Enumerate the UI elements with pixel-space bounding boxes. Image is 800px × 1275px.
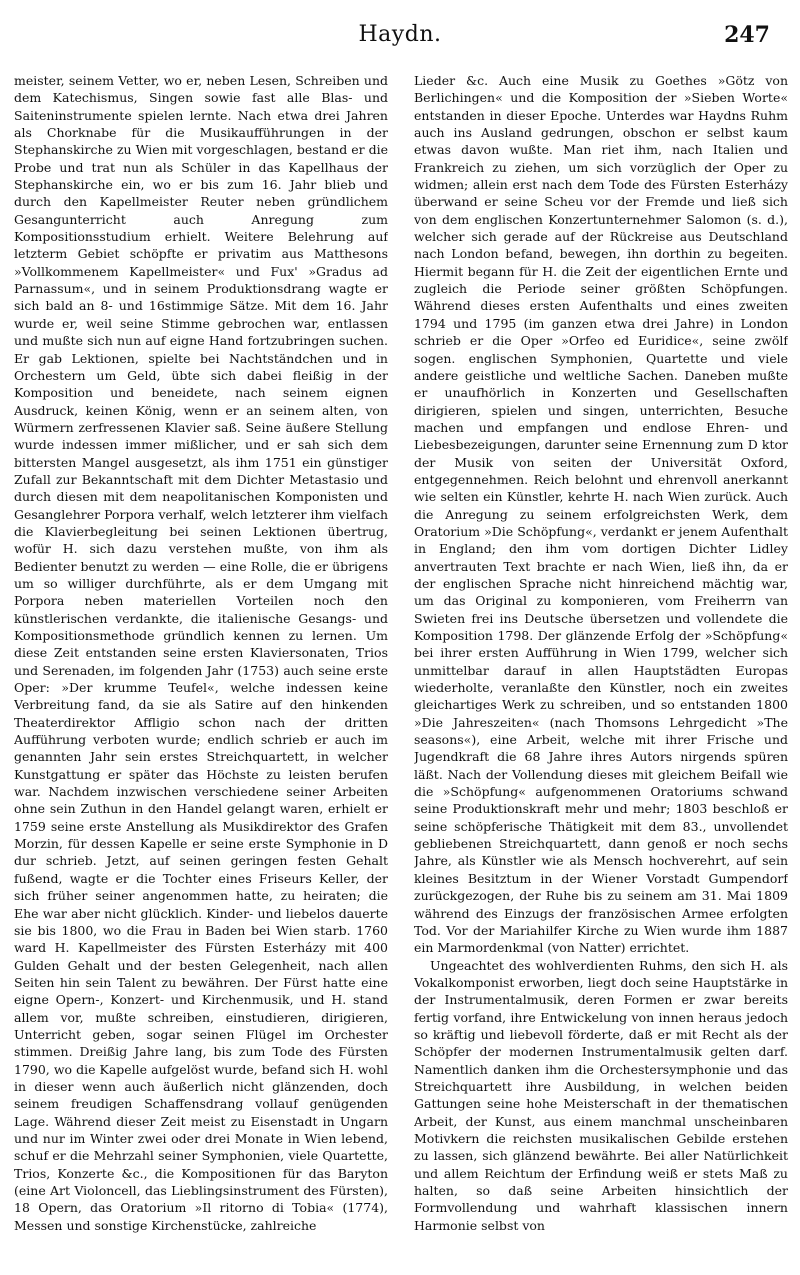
- right-paragraph-1: Lieder &c. Auch eine Musik zu Goethes »Götz von Berlichingen« und die Komposition der »Sieben Worte« entstanden in dieser Epoche. Unterdes war Haydns Ruhm auch ins Ausland gedrungen, obschon er selbst kaum etwas davon wußte. Man riet ihm, nach Italien und Frankreich zu ziehen, um sich vorzüglich der Oper zu widmen; allein erst nach dem Tode des Fürsten Esterházy überwand er seine Scheu vor der Fremde und ließ sich von dem englischen Konzertunternehmer Salomon (s. d.), welcher sich gerade auf der Rückreise aus Deutschland nach London befand, bewegen, ihn dorthin zu begeiten. Hiermit begann für H. die Zeit der eigentlichen Ernte und zugleich die Periode seiner größten Schöpfungen. Während dieses ersten Aufenthalts und eines zweiten 1794 und 1795 (im ganzen etwa drei Jahre) in London schrieb er die Oper »Orfeo ed Euridice«, seine zwölf sogen. englischen Symphonien, Quartette und viele andere geistliche und weltliche Sachen. Daneben mußte er unaufhörlich in Konzerten und Gesellschaften dirigieren, spielen und singen, unterrichten, Besuche machen und empfangen und endlose Ehren- und Liebesbezeigungen, darunter seine Ernennung zum D ktor der Musik von seiten der Universität Oxford, entgegennehmen. Reich belohnt und ehrenvoll anerkannt wie selten ein Künstler, kehrte H. nach Wien zurück. Auch die Anregung zu seinem erfolgreichsten Werk, dem Oratorium »Die Schöpfung«, verdankt er jenem Aufenthalt in England; den ihm vom dortigen Dichter Lidley anvertrauten Text brachte er nach Wien, ließ ihn, da er der englischen Sprache nicht hinreichend mächtig war, um das Original zu komponieren, vom Freiherrn van Swieten frei ins Deutsche übersetzen und vollendete die Komposition 1798. Der glänzende Erfolg der »Schöpfung« bei ihrer ersten Aufführung in Wien 1799, welcher sich unmittelbar darauf in allen Hauptstädten Europas wiederholte, veranlaßte den Künstler, noch ein zweites gleichartiges Werk zu schreiben, und so entstanden 1800 »Die Jahreszeiten« (nach Thomsons Lehrgedicht »The seasons«), eine Arbeit, welche mit ihrer Frische und Jugendkraft die 68 Jahre ihres Autors nirgends spüren läßt. Nach der Vollendung dieses mit gleichem Beifall wie die »Schöpfung« aufgenommenen Oratoriums schwand seine Produktionskraft mehr und mehr; 1803 beschloß er seine schöpferische Thätigkeit mit dem 83., unvollendet gebliebenen Streichquartett, dann genoß er noch sechs Jahre, als Künstler wie als Mensch hochverehrt, auf sein kleines Besitztum in der Wiener Vorstadt Gumpendorf zurückgezogen, der Ruhe bis zu seinem am 31. Mai 1809 während des Einzugs der französischen Armee erfolgten Tod. Vor der Mariahilfer Kirche zu Wien wurde ihm 1887 ein Marmordenkmal (von Natter) errichtet.: [414, 73, 788, 956]
- page-number: 247: [724, 22, 770, 48]
- right-column: [414, 72, 788, 1267]
- text-columns: [14, 72, 792, 1267]
- right-paragraph-2: Ungeachtet des wohlverdienten Ruhms, den sich H. als Vokalkomponist erworben, liegt doch seine Hauptstärke in der Instrumentalmusik, deren Formen er zwar bereits fertig vorfand, ihre Entwickelung von innen heraus jedoch so kräftig und liebevoll förderte, daß er mit Recht als der Schöpfer der modernen Instrumentalmusik gelten darf. Namentlich danken ihm die Orchestersymphonie und das Streichquartett ihre Ausbildung, in welchen beiden Gattungen seine hohe Meisterschaft in der thematischen Arbeit, der Kunst, aus einem manchmal unscheinbaren Motivkern die reichsten musikalischen Gebilde erstehen zu lassen, sich glänzend bewährte. Bei aller Natürlichkeit und allem Reichtum der Erfindung weiß er stets Maß zu halten, so daß seine Arbeiten hinsichtlich der Formvollendung und wahrhaft klassischen innern Harmonie selbst von: [414, 957, 788, 1233]
- page-header: [0, 18, 800, 54]
- running-title: Haydn.: [358, 22, 442, 47]
- left-column: [14, 72, 388, 1267]
- left-paragraph-1: meister, seinem Vetter, wo er, neben Lesen, Schreiben und dem Katechismus, Singen sowie fast alle Blas- und Saiteninstrumente spielen lernte. Nach etwa drei Jahren als Chorknabe für die Musikaufführungen in der Stephanskirche zu Wien mit vorgeschlagen, bestand er die Probe und trat nun als Schüler in das Kapellhaus der Stephanskirche ein, wo er bis zum 16. Jahr blieb und durch den Kapellmeister Reuter neben gründlichem Gesangunterricht auch Anregung zum Kompositionsstudium erhielt. Weitere Belehrung auf letzterm Gebiet schöpfte er privatim aus Matthesons »Vollkommenem Kapellmeister« und Fux' »Gradus ad Parnassum«, und in seinem Produktionsdrang wagte er sich bald an 8- und 16stimmige Sätze. Mit dem 16. Jahr wurde er, weil seine Stimme gebrochen war, entlassen und mußte sich nun auf eigne Hand fortzubringen suchen. Er gab Lektionen, spielte bei Nachtständchen und in Orchestern um Geld, übte sich dabei fleißig in der Komposition und beneidete, nach seinem eignen Ausdruck, keinen König, wenn er an seinem alten, von Würmern zerfressenen Klavier saß. Seine äußere Stellung wurde indessen immer mißlicher, und er sah sich dem bittersten Mangel ausgesetzt, als ihm 1751 ein günstiger Zufall zur Bekanntschaft mit dem Dichter Metastasio und durch diesen mit dem neapolitanischen Komponisten und Gesanglehrer Porpora verhalf, welch letzterer ihm vielfach die Klavierbegleitung bei seinen Lektionen übertrug, wofür H. sich dazu verstehen mußte, von ihm als Bedienter benutzt zu werden — eine Rolle, die er übrigens um so williger durchführte, als er dem Umgang mit Porpora neben materiellen Vorteilen noch den künstlerischen verdankte, die italienische Gesangs- und Kompositionsmethode gründlich kennen zu lernen. Um diese Zeit entstanden seine ersten Klaviersonaten, Trios und Serenaden, im folgenden Jahr (1753) auch seine erste Oper: »Der krumme Teufel«, welche indessen keine Verbreitung fand, da sie als Satire auf den hinkenden Theaterdirektor Affligio schon nach der dritten Aufführung verboten wurde; endlich schrieb er auch im genannten Jahr sein erstes Streichquartett, in welcher Kunstgattung er später das Höchste zu leisten berufen war. Nachdem inzwischen verschiedene seiner Arbeiten ohne sein Zuthun in den Handel gelangt waren, erhielt er 1759 seine erste Anstellung als Musikdirektor des Grafen Morzin, für dessen Kapelle er seine erste Symphonie in D dur schrieb. Jetzt, auf seinen geringen festen Gehalt fußend, wagte er die Tochter eines Friseurs Keller, der sich früher seiner angenommen hatte, zu heiraten; die Ehe war aber nicht glücklich. Kinder- und liebelos dauerte sie bis 1800, wo die Frau in Baden bei Wien starb. 1760 ward H. Kapellmeister des Fürsten Esterházy mit 400 Gulden Gehalt und der besten Gelegenheit, nach allen Seiten hin sein Talent zu bewähren. Der Fürst hatte eine eigne Opern-, Konzert- und Kirchenmusik, und H. stand allem vor, mußte schreiben, einstudieren, dirigieren, Unterricht geben, sogar seinen Flügel im Orchester stimmen. Dreißig Jahre lang, bis zum Tode des Fürsten 1790, wo die Kapelle aufgelöst wurde, befand sich H. wohl in dieser wenn auch äußerlich nicht glänzenden, doch seinem freudigen Schaffensdrang vollauf genügenden Lage. Während dieser Zeit meist zu Eisenstadt in Ungarn und nur im Winter zwei oder drei Monate in Wien lebend, schuf er die Mehrzahl seiner Symphonien, viele Quartette, Trios, Konzerte &c., die Kompositionen für das Baryton (eine Art Violoncell, das Lieblingsinstrument des Fürsten), 18 Opern, das Oratorium »Il ritorno di Tobia« (1774), Messen und sonstige Kirchenstücke, zahlreiche: [14, 73, 388, 1233]
